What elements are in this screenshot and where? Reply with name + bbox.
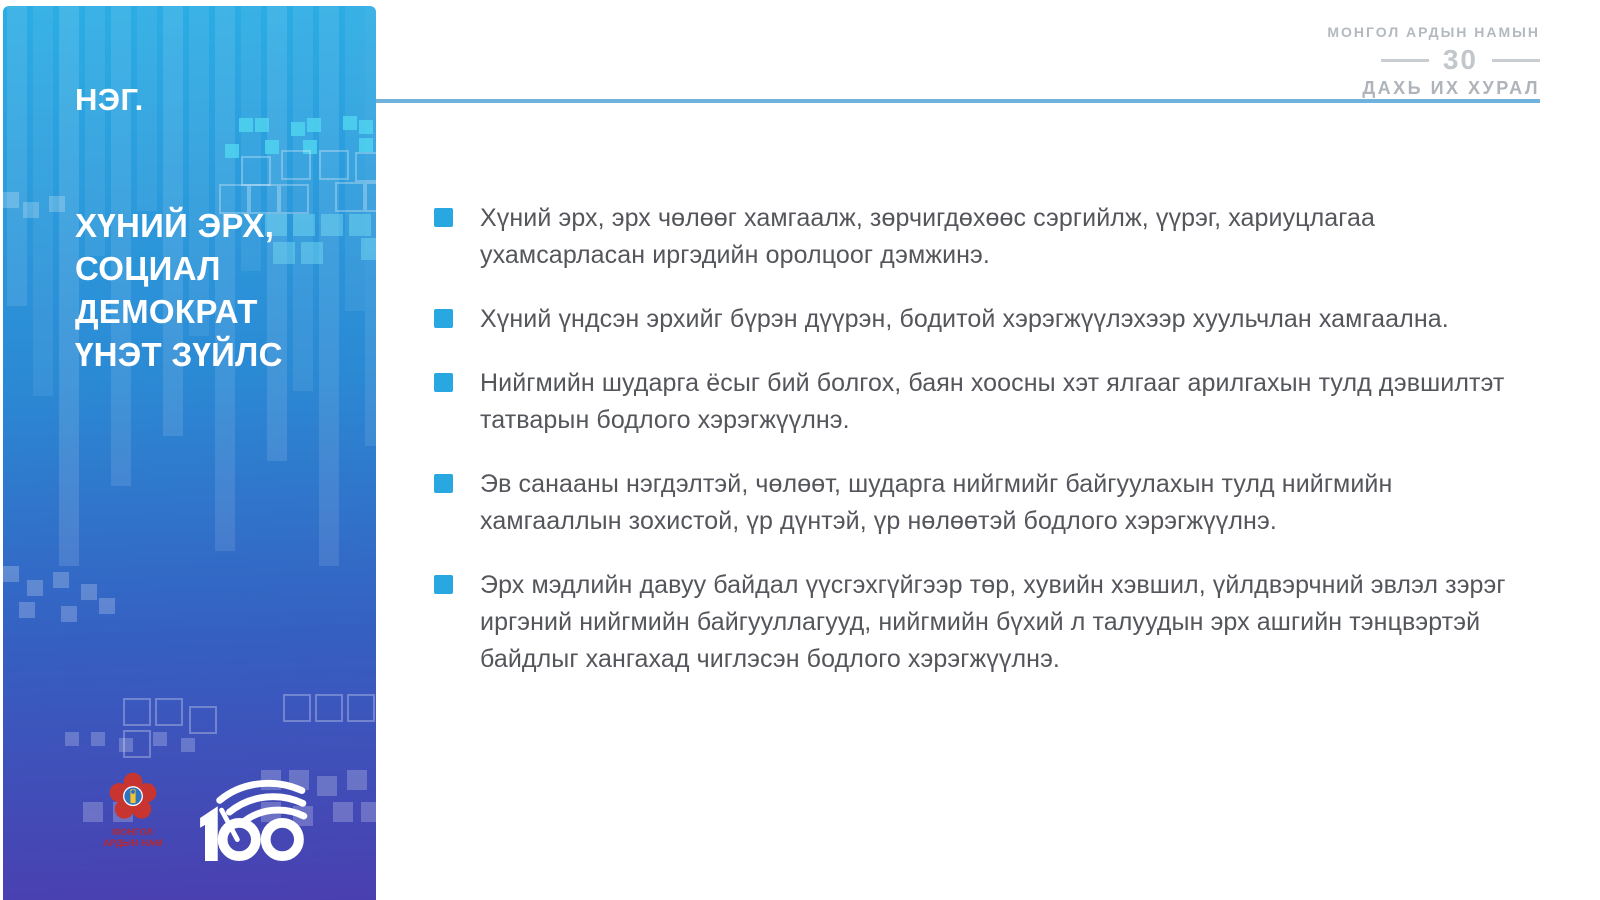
sidebar-pattern-shape	[315, 694, 343, 722]
sidebar-pattern-shape	[225, 144, 239, 158]
sidebar-pattern-shape	[3, 192, 19, 208]
sidebar-pattern-shape	[359, 120, 373, 134]
section-title-line: ҮНЭТ ЗҮЙЛС	[75, 336, 283, 373]
bullet-square-icon	[434, 474, 453, 493]
sidebar-pattern-shape	[7, 6, 27, 306]
sidebar-pattern-shape	[343, 116, 357, 130]
sidebar-pattern-shape	[361, 238, 376, 260]
list-item	[434, 200, 1506, 274]
sidebar-pattern-shape	[359, 138, 373, 152]
dash-right	[1492, 59, 1540, 62]
sidebar-pattern-shape	[123, 730, 151, 758]
sidebar-pattern-shape	[19, 602, 35, 618]
sidebar-pattern-shape	[181, 738, 195, 752]
sidebar-pattern-shape	[347, 770, 367, 790]
sidebar-pattern-shape	[153, 732, 167, 746]
header-divider-line	[376, 99, 1540, 103]
section-kicker: НЭГ.	[75, 82, 144, 117]
sidebar-pattern-shape	[307, 118, 321, 132]
bullet-square-icon	[434, 309, 453, 328]
congress-number: 30	[1442, 44, 1478, 75]
sidebar-pattern-shape	[355, 152, 376, 182]
sidebar-pattern-shape	[99, 598, 115, 614]
footer-logos	[98, 771, 310, 863]
bullet-text: Хүний үндсэн эрхийг бүрэн дүүрэн, бодитой хэрэгжүүлэхээр хуульчлан хамгаална.	[480, 305, 1449, 333]
sidebar-pattern-shape	[279, 184, 309, 214]
sidebar-pattern-shape	[61, 606, 77, 622]
list-item	[434, 365, 1506, 439]
list-item	[434, 466, 1506, 540]
sidebar-pattern-shape	[265, 140, 279, 154]
party-name	[103, 827, 162, 849]
party-name-line2: АРДЫН НАМ	[103, 838, 163, 848]
congress-number-row	[1327, 44, 1540, 76]
party-emblem	[98, 771, 168, 849]
section-title-line: ХҮНИЙ ЭРХ,	[75, 207, 275, 244]
sidebar-pattern-shape	[65, 732, 79, 746]
congress-header-line2: ДАХЬ ИХ ХУРАЛ	[1362, 78, 1540, 98]
sidebar-pattern-shape	[91, 732, 105, 746]
bullet-text: Эв санааны нэгдэлтэй, чөлөөт, шударга нийгмийг байгуулахын тулд нийгмийн хамгааллын зохистой, үр дүнтэй, үр нөлөөтэй бодлого хэрэгжүүлнэ.	[480, 470, 1393, 535]
sidebar-pattern-shape	[333, 802, 353, 822]
dash-left	[1381, 59, 1429, 62]
sidebar-pattern-shape	[255, 118, 269, 132]
sidebar-pattern-shape	[319, 150, 349, 180]
sidebar-pattern-shape	[23, 202, 39, 218]
sidebar-pattern-shape	[291, 122, 305, 136]
sidebar-pattern-shape	[155, 698, 183, 726]
sidebar-pattern	[3, 6, 376, 900]
sidebar-pattern-shape	[365, 182, 376, 212]
sidebar-pattern-shape	[123, 698, 151, 726]
sidebar-pattern-shape	[317, 776, 337, 796]
sidebar-pattern-shape	[321, 214, 343, 236]
bullet-square-icon	[434, 575, 453, 594]
sidebar-pattern-shape	[293, 214, 315, 236]
sidebar-pattern-shape	[281, 150, 311, 180]
sidebar-pattern-shape	[241, 156, 271, 186]
sidebar-pattern-shape	[349, 214, 371, 236]
bullet-text: Хүний эрх, эрх чөлөөг хамгаалж, зөрчигдөхөөс сэргийлж, үүрэг, хариуцлагаа ухамсарласан иргэдийн оролцоог дэмжинэ.	[480, 204, 1375, 269]
bullet-text: Нийгмийн шударга ёсыг бий болгох, баян хоосны хэт ялгааг арилгахын тулд дэвшилтэт татварын бодлого хэрэгжүүлнэ.	[480, 369, 1505, 434]
congress-header	[1327, 24, 1540, 99]
sidebar-pattern-shape	[239, 118, 253, 132]
sidebar-pattern-shape	[347, 694, 375, 722]
sidebar-pattern-shape	[319, 6, 339, 566]
section-title-line: СОЦИАЛ	[75, 250, 221, 287]
section-title-line: ДЕМОКРАТ	[75, 293, 258, 330]
congress-header-line1: МОНГОЛ АРДЫН НАМЫН	[1327, 24, 1540, 40]
sidebar-pattern-shape	[3, 566, 19, 582]
sidebar-pattern-shape	[81, 584, 97, 600]
party-emblem-icon	[107, 771, 159, 823]
sidebar-pattern-shape	[335, 182, 365, 212]
party-name-line1: МОНГОЛ	[112, 827, 154, 837]
sidebar-pattern-shape	[49, 196, 65, 212]
bullet-text: Эрх мэдлийн давуу байдал үүсгэхгүйгээр төр, хувийн хэвшил, үйлдвэрчний эвлэл зэрэг иргэний нийгмийн байгууллагууд, нийгмийн бүхий л талуудын эрх ашгийн тэнцвэртэй байдлыг хангахад чиглэсэн бодлого хэрэгжүүлнэ.	[480, 571, 1506, 673]
list-item	[434, 301, 1506, 338]
anniversary-100-logo	[192, 771, 310, 863]
sidebar-pattern-shape	[189, 706, 217, 734]
bullet-square-icon	[434, 373, 453, 392]
bullet-list	[434, 200, 1506, 705]
sidebar-pattern-shape	[27, 580, 43, 596]
sidebar-pattern-shape	[53, 572, 69, 588]
sidebar-pattern-shape	[301, 242, 323, 264]
list-item	[434, 567, 1506, 678]
sidebar-pattern-shape	[361, 802, 376, 822]
bullet-square-icon	[434, 208, 453, 227]
sidebar-pattern-shape	[283, 694, 311, 722]
section-title	[75, 204, 283, 376]
sidebar-panel	[3, 6, 376, 900]
